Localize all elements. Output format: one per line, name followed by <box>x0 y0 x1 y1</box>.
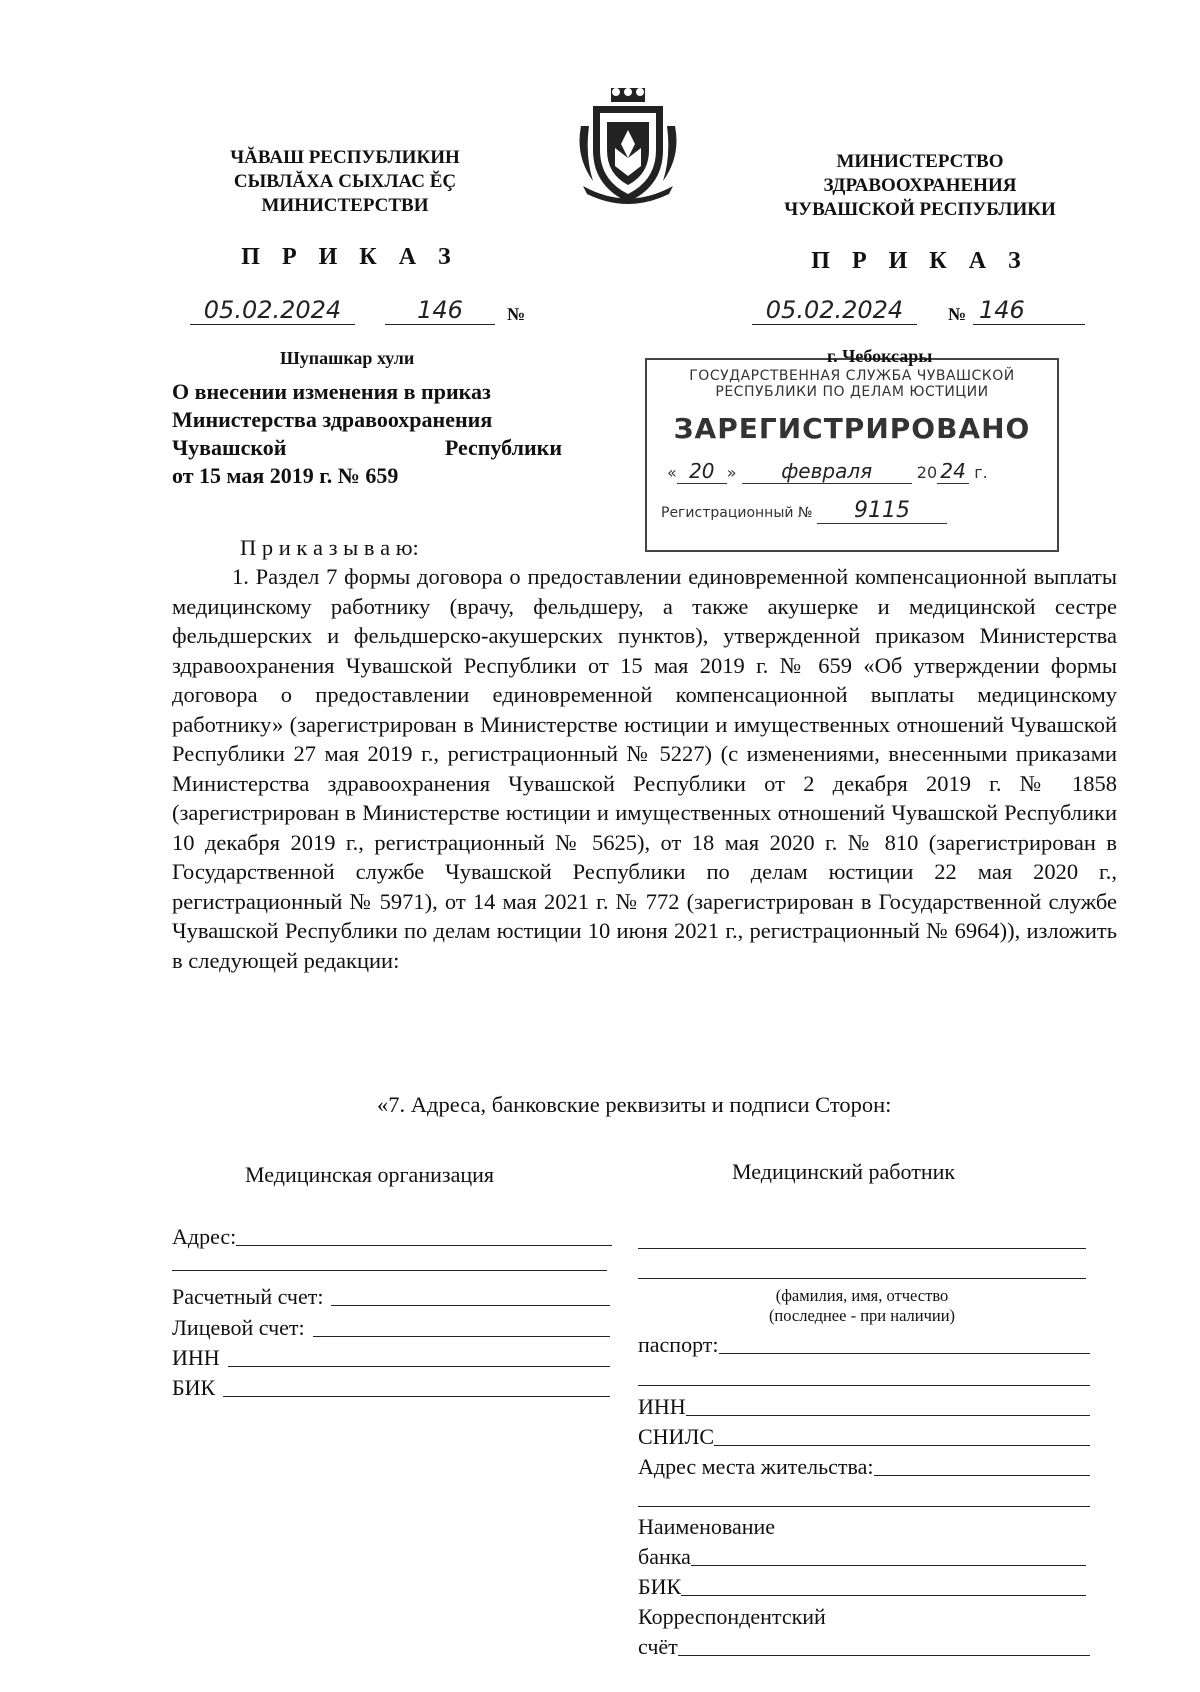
fio-line-2 <box>638 1278 1086 1279</box>
inn-label-right: ИНН <box>638 1394 686 1419</box>
personal-account-label: Лицевой счет: <box>172 1315 305 1340</box>
number-right: 146 <box>973 296 1085 325</box>
corr-account-row <box>638 1632 1090 1662</box>
passport-line-2 <box>638 1385 1090 1386</box>
subject-line: О внесении изменения в приказ <box>172 379 491 404</box>
date-right: 05.02.2024 <box>752 296 917 325</box>
inn-label-left: ИНН <box>172 1345 220 1370</box>
left-account-row <box>172 1282 610 1312</box>
residence-line <box>874 1452 1090 1476</box>
residence-row <box>638 1452 1090 1482</box>
address-line <box>236 1222 612 1246</box>
date-left: 05.02.2024 <box>190 296 355 325</box>
left-address-row <box>172 1222 612 1252</box>
corr-account-line <box>678 1632 1090 1656</box>
number-left: 146 <box>385 296 495 325</box>
header-right-line: МИНИСТЕРСТВО <box>836 151 1004 172</box>
number-sign-right: № <box>948 304 967 324</box>
left-inn-row <box>172 1343 610 1373</box>
header-right-line: ЧУВАШСКОЙ РЕСПУБЛИКИ <box>784 199 1056 220</box>
main-paragraph: 1. Раздел 7 формы договора о предоставлении единовременной компенсационной выплаты медицинскому работнику (врачу, фельдшеру, а также акушерке и медицинской сестре фельдшерских и фельдшерско-акушерских пунктов), утвержденной приказом Министерства здравоохранения Чувашской Республики от 15 мая 2019 г. № 659 «Об утверждении формы договора о предоставлении единовременной компенсационной выплаты медицинскому работнику» (зарегистрирован в Министерстве юстиции и имущественных отношений Чувашской Республики 27 мая 2019 г., регистрационный № 5227) (с изменениями, внесенными приказами Министерства здравоохранения Чувашской Республики от 2 декабря 2019 г. № 1858 (зарегистрирован в Министерстве юстиции и имущественных отношений Чувашской Республики 10 декабря 2019 г., регистрационный № 5625), от 18 мая 2020 г. № 810 (зарегистрирован в Государственной службе Чувашской Республики по делам юстиции 22 мая 2020 г., регистрационный № 5971), от 14 мая 2021 г. № 772 (зарегистрирован в Государственной службе Чувашской Республики по делам юстиции 10 июня 2021 г., регистрационный № 6964)), изложить в следующей редакции: <box>172 564 1117 973</box>
stamp-date-row: « 20 » февраля 20 24 г. <box>667 459 988 483</box>
stamp-title: ЗАРЕГИСТРИРОВАНО <box>673 412 1031 445</box>
emblem-icon <box>573 86 683 204</box>
prikazyvayu: П р и к а з ы в а ю: <box>240 535 419 560</box>
subject-word: Республики <box>444 435 562 460</box>
snils-label: СНИЛС <box>638 1424 715 1449</box>
corr-account-label: счёт <box>638 1634 678 1659</box>
bank-name-label: Наименование <box>638 1514 776 1539</box>
subject-line <box>172 434 562 462</box>
residence-line-2 <box>638 1506 1090 1507</box>
bank-line <box>691 1542 1086 1566</box>
stamp-line2: РЕСПУБЛИКИ ПО ДЕЛАМ ЮСТИЦИИ <box>715 384 989 400</box>
inn-line-right <box>686 1392 1090 1416</box>
header-right-block <box>755 150 1085 222</box>
col-left-title: Медицинская организация <box>245 1162 494 1187</box>
city-left: Шупашкар хули <box>280 348 415 368</box>
header-left-line: СЫВЛĂХА СЫХЛАС ĔÇ <box>233 171 457 192</box>
registration-stamp <box>645 346 1059 552</box>
bik-label-left: БИК <box>172 1375 216 1400</box>
corr-label: Корреспондентский <box>638 1604 826 1629</box>
bik-line-left <box>223 1373 610 1397</box>
stamp-day: 20 <box>677 459 727 484</box>
address-label: Адрес: <box>172 1224 237 1249</box>
subject-block <box>172 378 562 490</box>
passport-row <box>638 1330 1090 1360</box>
inn-line-left <box>228 1343 610 1367</box>
account-label: Расчетный счет: <box>172 1284 324 1309</box>
residence-label: Адрес места жительства: <box>638 1454 874 1479</box>
stamp-year-prefix: 20 <box>916 463 938 482</box>
stamp-year-suffix: г. <box>974 463 988 482</box>
passport-label: паспорт: <box>638 1332 719 1357</box>
city-right: г. Чебоксары <box>827 346 933 366</box>
section-title: «7. Адреса, банковские реквизиты и подписи Сторон: <box>377 1092 892 1117</box>
stamp-reg-number: 9115 <box>817 498 947 524</box>
bank-label: банка <box>638 1544 691 1569</box>
address-line-2 <box>172 1270 607 1271</box>
stamp-year: 24 <box>937 459 969 484</box>
header-left-block <box>190 146 500 218</box>
subject-line: Министерства здравоохранения <box>172 407 493 432</box>
subject-line: от 15 мая 2019 г. № 659 <box>172 463 399 488</box>
col-right-title: Медицинский работник <box>732 1159 956 1184</box>
bik-label-right: БИК <box>638 1574 682 1599</box>
bik-row-right <box>638 1572 1086 1602</box>
stamp-reg-row <box>661 498 1057 524</box>
fio-note-2: (последнее - при наличии) <box>768 1306 956 1325</box>
fio-note-1: (фамилия, имя, отчество <box>775 1286 949 1305</box>
header-left-line: ЧĂВАШ РЕСПУБЛИКИН <box>230 147 460 168</box>
snils-row <box>638 1422 1090 1452</box>
header-right-line: ЗДРАВООХРАНЕНИЯ <box>823 175 1017 196</box>
stamp-reg-label: Регистрационный № <box>661 505 813 521</box>
header-left-line: МИНИСТЕРСТВИ <box>261 195 429 216</box>
prikaz-right-title: П Р И К А З <box>811 248 1029 274</box>
personal-account-line <box>313 1313 610 1337</box>
account-line <box>331 1282 610 1306</box>
stamp-line1: ГОСУДАРСТВЕННАЯ СЛУЖБА ЧУВАШСКОЙ <box>689 368 1015 384</box>
left-personal-row <box>172 1313 610 1343</box>
bik-line-right <box>681 1572 1086 1596</box>
snils-line <box>714 1422 1090 1446</box>
prikaz-left-title: П Р И К А З <box>241 244 459 270</box>
bank-row <box>638 1542 1086 1572</box>
number-sign-left: № <box>507 304 526 324</box>
inn-row-right <box>638 1392 1090 1422</box>
left-bik-row <box>172 1373 610 1403</box>
stamp-month: февраля <box>742 459 912 484</box>
subject-word: Чувашской <box>172 435 287 460</box>
fio-line-1 <box>638 1248 1086 1249</box>
passport-line <box>719 1330 1090 1354</box>
